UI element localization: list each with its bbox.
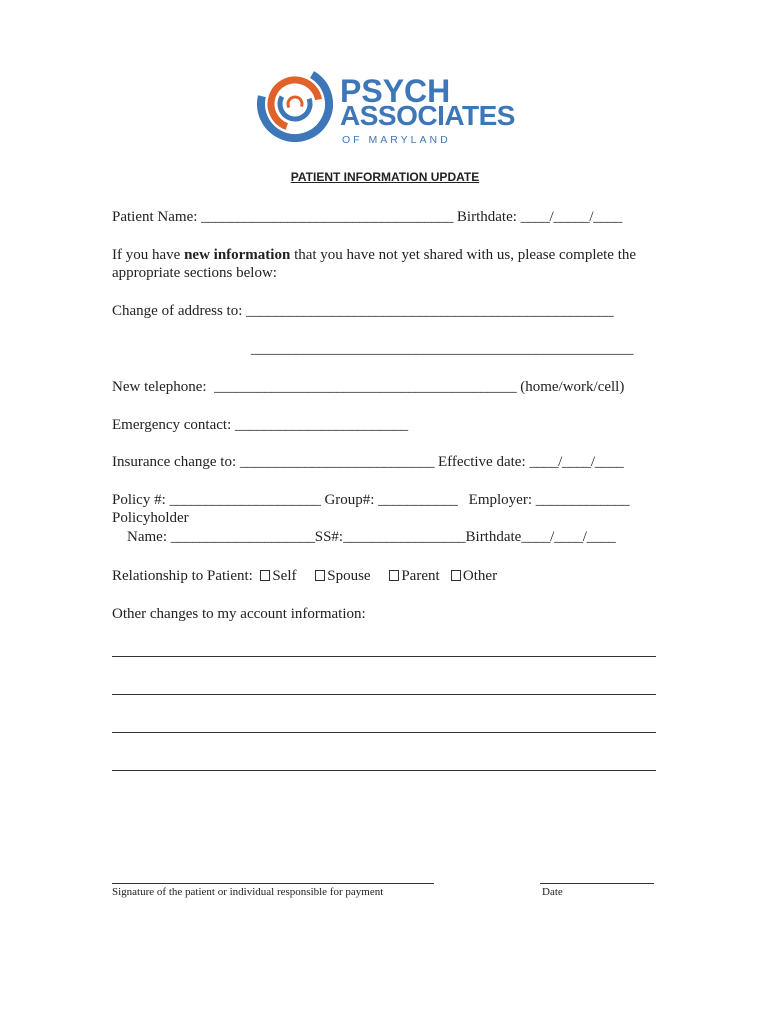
relationship-option-self[interactable]: Self [260, 568, 296, 584]
address-label: Change of address to: [112, 303, 243, 319]
group-label: Group#: [324, 492, 375, 508]
policyholder-birthdate-label: Birthdate [465, 529, 522, 545]
swirl-logo-icon [257, 66, 333, 142]
policyholder-row [127, 528, 615, 546]
policy-field[interactable]: _____________________ [169, 492, 321, 508]
policyholder-birthdate-field[interactable]: ____/____/____ [521, 529, 616, 545]
relationship-option-other[interactable]: Other [451, 568, 497, 584]
policyholder-name-label: Name: [127, 529, 167, 545]
signature-caption: Signature of the patient or individual responsible for payment [112, 886, 384, 898]
other-changes-line-2[interactable] [112, 694, 656, 695]
emergency-field[interactable]: ________________________ [235, 417, 408, 433]
telephone-row [112, 378, 624, 396]
address-row [112, 302, 613, 320]
relationship-row [112, 567, 497, 585]
ssn-label: SS#: [314, 529, 344, 545]
policy-label: Policy #: [112, 492, 166, 508]
insurance-field[interactable]: ___________________________ [239, 454, 435, 470]
telephone-label: New telephone: [112, 379, 207, 395]
relationship-option-parent[interactable]: Parent [389, 568, 439, 584]
emergency-row [112, 416, 408, 434]
checkbox-icon[interactable] [389, 570, 399, 581]
telephone-type-hint: (home/work/cell) [520, 379, 625, 395]
signature-line[interactable] [112, 883, 434, 884]
form-title: PATIENT INFORMATION UPDATE [290, 170, 480, 184]
employer-field[interactable]: _____________ [535, 492, 630, 508]
insurance-label: Insurance change to: [112, 454, 237, 470]
patient-name-row [112, 208, 622, 226]
patient-name-label: Patient Name: [112, 209, 198, 225]
telephone-field[interactable]: __________________________________________ [214, 379, 517, 395]
address-field-1[interactable]: ___________________________________________________ [246, 303, 614, 319]
checkbox-icon[interactable] [260, 570, 270, 581]
practice-logo-mark [257, 66, 333, 142]
address-field-2[interactable]: ___________________________________________________ [251, 341, 634, 357]
relationship-option-spouse[interactable]: Spouse [315, 568, 370, 584]
logo-subtitle: OF MARYLAND [342, 134, 451, 146]
intro-text-pre: If you have [112, 247, 185, 263]
checkbox-icon[interactable] [451, 570, 461, 581]
birthdate-field[interactable]: ____/_____/____ [520, 209, 623, 225]
logo-word-psych: PSYCH [340, 73, 451, 109]
employer-label: Employer: [468, 492, 532, 508]
emergency-label: Emergency contact: [112, 417, 232, 433]
other-changes-line-3[interactable] [112, 732, 656, 733]
other-changes-label: Other changes to my account information: [112, 606, 366, 622]
birthdate-label: Birthdate: [456, 209, 517, 225]
ssn-field[interactable]: _________________ [343, 529, 466, 545]
date-caption: Date [542, 886, 563, 898]
policy-row [112, 491, 629, 509]
logo-word-associates: ASSOCIATES [340, 100, 515, 131]
patient-name-field[interactable]: ___________________________________ [201, 209, 454, 225]
relationship-label: Relationship to Patient: [112, 568, 253, 584]
other-changes-line-1[interactable] [112, 656, 656, 657]
intro-text-post: that you have not yet shared with us, please complete the [290, 247, 637, 263]
date-line[interactable] [540, 883, 654, 884]
intro-line-1 [112, 246, 636, 264]
policyholder-name-field[interactable]: ____________________ [170, 529, 315, 545]
intro-line-2: appropriate sections below: [112, 265, 277, 281]
effective-date-field[interactable]: ____/____/____ [529, 454, 624, 470]
checkbox-icon[interactable] [315, 570, 325, 581]
policyholder-label: Policyholder [112, 510, 189, 526]
effective-date-label: Effective date: [438, 454, 526, 470]
insurance-row [112, 453, 624, 471]
intro-text-bold: new information [184, 247, 291, 263]
group-field[interactable]: ___________ [378, 492, 458, 508]
other-changes-line-4[interactable] [112, 770, 656, 771]
